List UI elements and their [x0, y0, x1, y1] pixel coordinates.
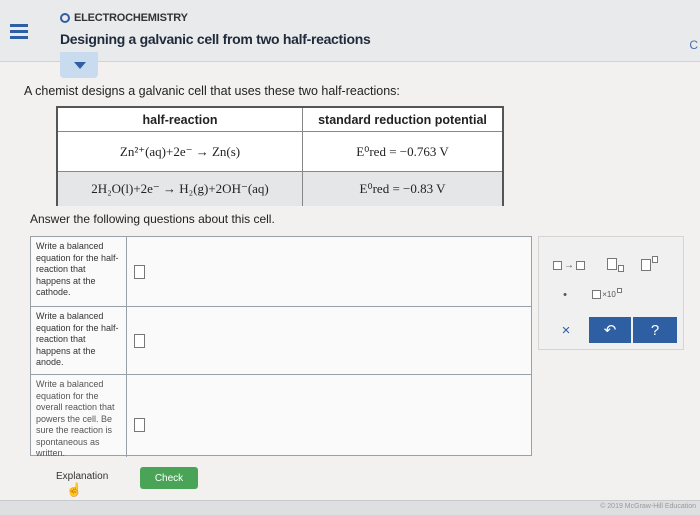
header-bar — [0, 0, 700, 62]
question-label: Write a balanced equation for the half-reaction that happens at the cathode. — [31, 237, 127, 306]
potential-cell: E⁰red = −0.83 V — [359, 181, 446, 196]
reaction-cell: Zn²⁺(aq)+2e⁻ → Zn(s) — [58, 132, 303, 172]
undo-button[interactable]: ↶ — [589, 317, 631, 343]
superscript-box-icon — [652, 256, 658, 263]
box-icon — [592, 290, 601, 299]
table-row — [58, 172, 502, 206]
answer-prompt: Answer the following questions about this cell. — [30, 212, 275, 226]
clear-button[interactable]: × — [561, 321, 571, 339]
question-row-anode — [31, 307, 531, 375]
potential-cell: E⁰red = −0.763 V — [303, 132, 502, 172]
header-potential: standard reduction potential — [303, 108, 502, 132]
help-button[interactable]: ? — [633, 317, 677, 343]
anode-answer-input[interactable] — [134, 334, 145, 348]
menu-icon[interactable] — [10, 24, 28, 40]
intro-text: A chemist designs a galvanic cell that uses these two half-reactions: — [24, 84, 400, 98]
chevron-down-icon — [74, 62, 86, 69]
cathode-answer-input[interactable] — [134, 265, 145, 279]
scientific-notation-tool[interactable] — [587, 284, 627, 304]
question-label: Write a balanced equation for the overall reaction that powers the cell. Be sure the reaction is spontaneous as written. — [31, 375, 127, 457]
box-icon — [641, 259, 651, 271]
footer-bar — [0, 500, 700, 515]
topic-text: ELECTROCHEMISTRY — [74, 12, 188, 24]
box-icon — [576, 261, 585, 270]
subscript-box-icon — [618, 265, 624, 272]
subscript-tool[interactable] — [603, 253, 627, 275]
reaction-arrow-tool[interactable] — [547, 257, 591, 273]
table-row — [58, 132, 502, 172]
overall-answer-input[interactable] — [134, 418, 145, 432]
page-title: Designing a galvanic cell from two half-reactions — [60, 31, 371, 47]
superscript-tool[interactable] — [635, 251, 663, 273]
question-label: Write a balanced equation for the half-reaction that happens at the anode. — [31, 307, 127, 374]
dot-tool[interactable]: • — [563, 289, 567, 301]
half-reaction-table — [56, 106, 504, 206]
x10-label: ×10 — [602, 289, 616, 299]
topic-circle-icon — [60, 13, 70, 23]
arrow-right-icon: → — [564, 259, 574, 271]
question-row-cathode — [31, 237, 531, 307]
table-header-row — [58, 108, 502, 132]
hand-cursor-icon: ☝ — [66, 482, 83, 497]
box-icon — [553, 261, 562, 270]
check-button[interactable]: Check — [140, 467, 198, 489]
answer-grid — [30, 236, 532, 456]
question-row-overall — [31, 375, 531, 457]
header-half-reaction: half-reaction — [58, 108, 303, 132]
equation-tools-panel — [538, 236, 684, 350]
box-icon — [607, 258, 617, 270]
copyright-text: © 2019 McGraw-Hill Education — [600, 503, 696, 510]
exponent-box-icon — [617, 288, 622, 293]
reaction-cell: 2H₂O(l)+2e⁻ → H₂(g)+2OH⁻(aq) — [58, 172, 303, 206]
topic-label — [60, 12, 188, 24]
dropdown-tab[interactable] — [60, 52, 98, 78]
explanation-button[interactable]: Explanation — [56, 471, 109, 482]
collapse-icon[interactable]: C — [689, 38, 698, 52]
